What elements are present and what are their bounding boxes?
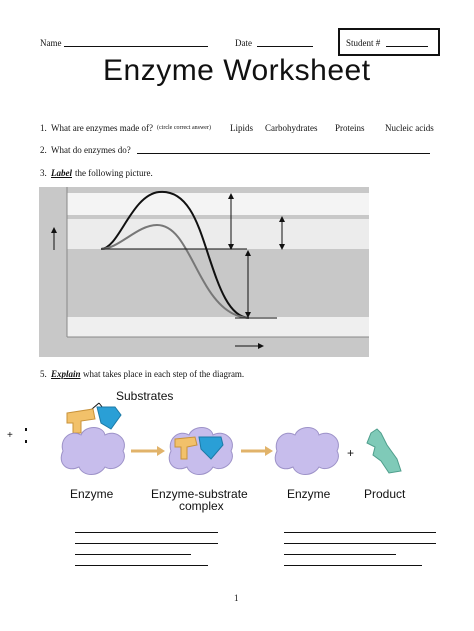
q2-number: 2. (40, 145, 47, 155)
date-line[interactable] (257, 46, 313, 47)
date-label: Date (235, 38, 252, 48)
q1-option-proteins[interactable]: Proteins (335, 123, 365, 133)
q3-keyword: Label (51, 168, 72, 178)
enzyme-icon (61, 428, 124, 475)
complex-label-line1: Enzyme-substrate (151, 487, 248, 501)
diagram-band-top (67, 193, 369, 215)
page-title: Enzyme Worksheet (103, 54, 371, 87)
student-number-label: Student # (346, 38, 381, 48)
answer-line-right-3[interactable] (284, 554, 396, 555)
energy-diagram (39, 187, 369, 357)
q1-hint: (circle correct answer) (157, 125, 211, 131)
diagram-band-upper (67, 219, 369, 249)
answer-line-left-3[interactable] (75, 554, 191, 555)
answer-line-right-4[interactable] (284, 565, 422, 566)
name-label: Name (40, 38, 62, 48)
margin-plus: + (7, 430, 13, 441)
page-number: 1 (234, 593, 239, 603)
plus-sign: + (347, 446, 355, 460)
margin-mark-bottom (25, 440, 27, 443)
substrates-label: Substrates (116, 389, 174, 403)
substrate-blue-icon (97, 407, 121, 429)
answer-line-left-4[interactable] (75, 565, 208, 566)
q1-number: 1. (40, 123, 47, 133)
q5-text: what takes place in each step of the diagram. (83, 369, 245, 379)
q3-text: the following picture. (75, 168, 153, 178)
answer-line-right-1[interactable] (284, 532, 436, 533)
enzyme-label-2: Enzyme (287, 487, 331, 501)
reaction-arrow-2 (241, 446, 273, 456)
enzyme-substrate-complex-icon (169, 428, 232, 475)
diagram-band-bottom (67, 317, 369, 337)
q1-option-nucleic-acids[interactable]: Nucleic acids (385, 123, 434, 133)
q3-number: 3. (40, 168, 47, 178)
product-label: Product (364, 487, 406, 501)
margin-mark-top (25, 428, 27, 431)
q2-answer-line[interactable] (137, 153, 430, 154)
complex-label-line2: complex (179, 499, 224, 513)
q5-keyword: Explain (51, 369, 81, 379)
answer-line-left-1[interactable] (75, 532, 218, 533)
product-icon (367, 429, 401, 473)
q5-number: 5. (40, 369, 47, 379)
q1-option-carbohydrates[interactable]: Carbohydrates (265, 123, 318, 133)
q2-text: What do enzymes do? (51, 145, 131, 155)
enzyme-label: Enzyme (70, 487, 114, 501)
reaction-arrow-1 (131, 446, 165, 456)
answer-line-left-2[interactable] (75, 543, 218, 544)
student-number-line[interactable] (386, 46, 428, 47)
reaction-diagram (55, 385, 415, 485)
q1-option-lipids[interactable]: Lipids (230, 123, 254, 133)
name-line[interactable] (64, 46, 208, 47)
answer-line-right-2[interactable] (284, 543, 436, 544)
enzyme-icon-2 (275, 428, 338, 475)
q1-text: What are enzymes made of? (51, 123, 153, 133)
